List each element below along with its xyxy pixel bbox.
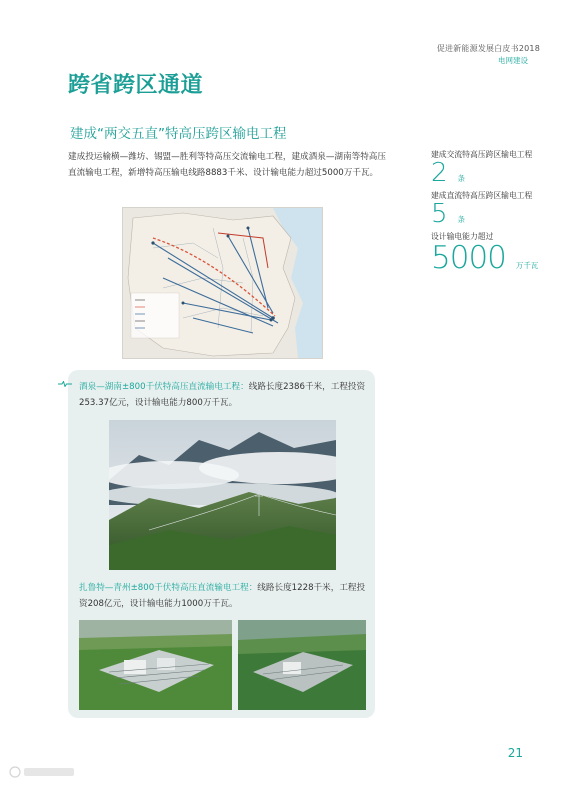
project-2-desc: 线路长度1228千米，工程投资208亿元，设计输电能力1000万千瓦。 bbox=[79, 583, 366, 609]
project-2-text bbox=[79, 580, 369, 612]
stat-row-capacity bbox=[431, 242, 551, 274]
stat-unit-capacity: 万千瓦 bbox=[515, 261, 539, 270]
project-1-text bbox=[79, 379, 369, 411]
pulse-icon bbox=[58, 381, 72, 387]
mountain-photo-graphic bbox=[109, 420, 336, 570]
stat-unit-dc: 条 bbox=[457, 215, 466, 224]
transmission-map bbox=[122, 207, 323, 359]
stat-row-dc bbox=[431, 201, 551, 228]
intro-paragraph: 建成投运榆横—潍坊、锡盟—胜利等特高压交流输电工程，建成酒泉—湖南等特高压直流输电工程，新增特高压输电线路8883千米、设计输电能力超过5000万千瓦。 bbox=[68, 152, 386, 178]
project-1-desc: 线路长度2386千米，工程投资253.37亿元，设计输电能力800万千瓦。 bbox=[79, 382, 366, 408]
transmission-map-graphic bbox=[123, 208, 322, 358]
stat-value-ac: 2 bbox=[431, 158, 448, 188]
project-2-name: 扎鲁特—青州±800千伏特高压直流输电工程： bbox=[79, 583, 258, 593]
header-title: 促进新能源发展白皮书2018 bbox=[436, 44, 540, 53]
page-number: 21 bbox=[507, 746, 523, 760]
converter-station-graphic-2 bbox=[238, 620, 366, 710]
converter-station-photo-1 bbox=[79, 620, 232, 710]
header-subtitle: 电网建设 bbox=[498, 56, 528, 65]
stats-sidebar bbox=[431, 150, 551, 278]
stat-label-ac: 建成交流特高压跨区输电工程 bbox=[431, 150, 533, 159]
page-title: 跨省跨区通道 bbox=[68, 73, 204, 98]
converter-station-photo-2 bbox=[238, 620, 366, 710]
section-title: 建成“两交五直”特高压跨区输电工程 bbox=[70, 126, 287, 142]
stat-row-ac bbox=[431, 160, 551, 187]
stat-label-dc: 建成直流特高压跨区输电工程 bbox=[431, 191, 533, 200]
stat-value-dc: 5 bbox=[431, 199, 448, 229]
stat-value-capacity: 5000 bbox=[431, 240, 506, 276]
stat-unit-ac: 条 bbox=[457, 174, 466, 183]
converter-station-graphic-1 bbox=[79, 620, 232, 710]
mountain-transmission-photo bbox=[109, 420, 336, 570]
project-1-name: 酒泉—湖南±800千伏特高压直流输电工程： bbox=[79, 382, 249, 392]
watermark-logo bbox=[8, 764, 78, 780]
stat-label-capacity: 设计输电能力超过 bbox=[431, 232, 494, 241]
